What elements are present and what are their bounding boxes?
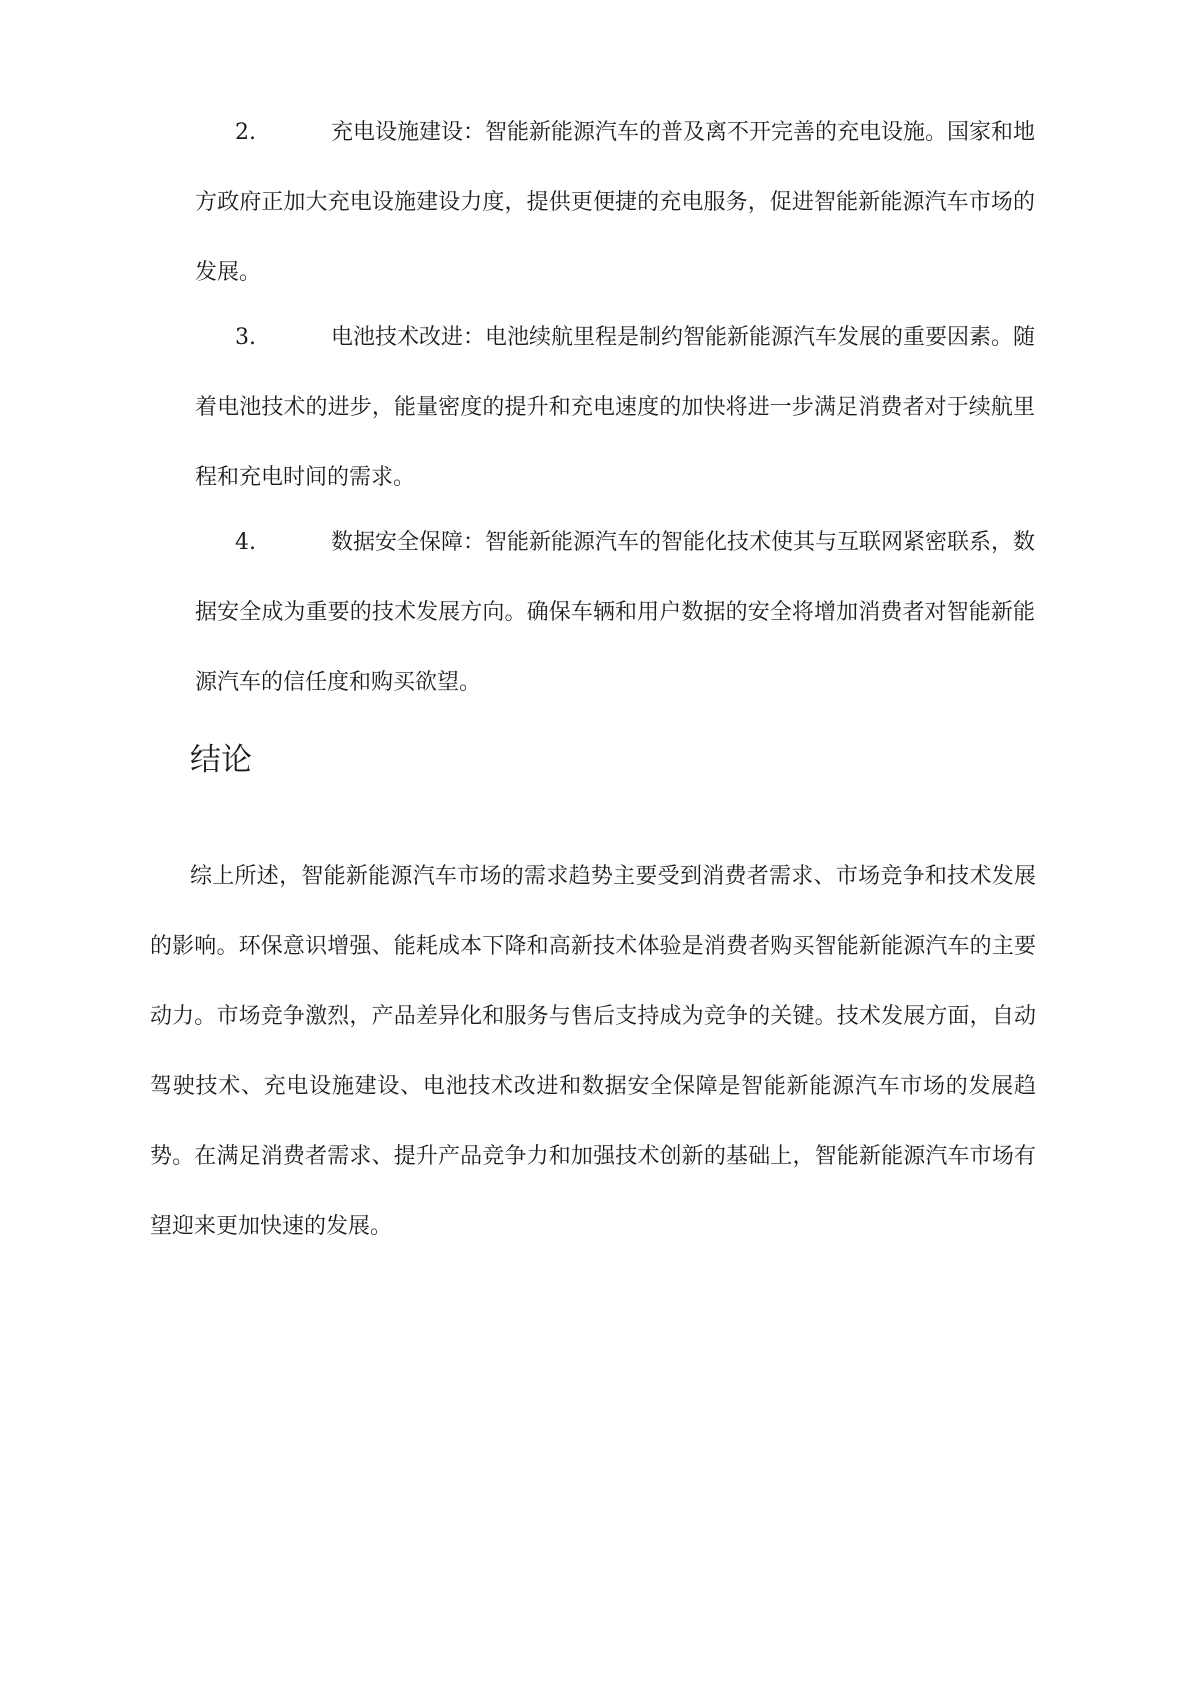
list-item-text: 数据安全保障：智能新能源汽车的智能化技术使其与互联网紧密联系，数据安全成为重要的技术发展方向。确保车辆和用户数据的安全将增加消费者对智能新能源汽车的信任度和购买欲望。 (195, 530, 1036, 695)
list-item-charging: 2. 充电设施建设：智能新能源汽车的普及离不开完善的充电设施。国家和地方政府正加大充电设施建设力度，提供更便捷的充电服务，促进智能新能源汽车市场的发展。 (195, 120, 1036, 285)
list-item-text: 电池技术改进：电池续航里程是制约智能新能源汽车发展的重要因素。随着电池技术的进步，能量密度的提升和充电速度的加快将进一步满足消费者对于续航里程和充电时间的需求。 (195, 325, 1036, 490)
list-item-battery: 3. 电池技术改进：电池续航里程是制约智能新能源汽车发展的重要因素。随着电池技术的进步，能量密度的提升和充电速度的加快将进一步满足消费者对于续航里程和充电时间的需求。 (195, 325, 1036, 490)
section-heading-conclusion: 结论 (190, 742, 252, 778)
list-item-text: 充电设施建设：智能新能源汽车的普及离不开完善的充电设施。国家和地方政府正加大充电设施建设力度，提供更便捷的充电服务，促进智能新能源汽车市场的发展。 (195, 120, 1036, 285)
list-item-data-security: 4. 数据安全保障：智能新能源汽车的智能化技术使其与互联网紧密联系，数据安全成为重要的技术发展方向。确保车辆和用户数据的安全将增加消费者对智能新能源汽车的信任度和购买欲望。 (195, 530, 1036, 695)
conclusion-paragraph: 综上所述，智能新能源汽车市场的需求趋势主要受到消费者需求、市场竞争和技术发展的影响。环保意识增强、能耗成本下降和高新技术体验是消费者购买智能新能源汽车的主要动力。市场竞争激烈，产品差异化和服务与售后支持成为竞争的关键。技术发展方面，自动驾驶技术、充电设施建设、电池技术改进和数据安全保障是智能新能源汽车市场的发展趋势。在满足消费者需求、提升产品竞争力和加强技术创新的基础上，智能新能源汽车市场有望迎来更加快速的发展。 (150, 864, 1036, 1239)
